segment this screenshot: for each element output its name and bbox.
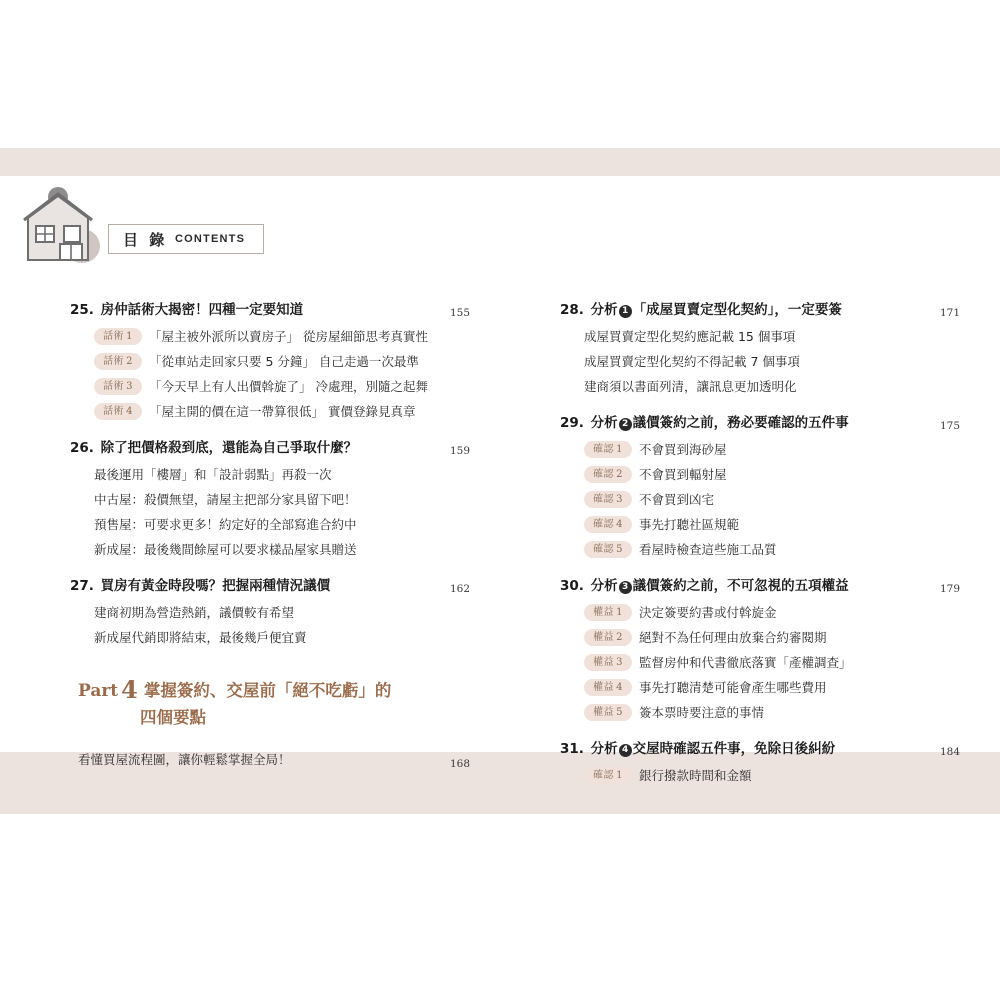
sub-entry-text: 不會買到凶宅 bbox=[639, 492, 715, 507]
toc-title-cjk: 目 錄 bbox=[123, 231, 168, 249]
chapter-title: 買房有黃金時段嗎？把握兩種情況議價 bbox=[100, 578, 331, 594]
chapter-prefix: 分析 bbox=[590, 741, 618, 757]
circled-number-icon: 4 bbox=[619, 744, 632, 757]
sub-entry[interactable] bbox=[70, 512, 470, 537]
sub-entry[interactable] bbox=[70, 399, 470, 424]
chapter-title: 議價簽約之前，務必要確認的五件事 bbox=[632, 415, 849, 431]
chapter-number: 29. bbox=[560, 415, 584, 431]
plain-entry-text: 看懂買屋流程圖，讓你輕鬆掌握全局！ bbox=[78, 752, 291, 767]
chapter-number: 26. bbox=[70, 440, 94, 456]
page-header bbox=[0, 176, 1000, 266]
badge-tag: 權益 4 bbox=[584, 679, 632, 696]
badge-tag: 權益 2 bbox=[584, 629, 632, 646]
badge-tag: 話術 4 bbox=[94, 403, 142, 420]
toc-entry bbox=[560, 576, 960, 725]
sub-entry[interactable] bbox=[560, 537, 960, 562]
circled-number-icon: 2 bbox=[619, 418, 632, 431]
chapter-heading[interactable] bbox=[70, 300, 470, 320]
chapter-prefix: 分析 bbox=[590, 578, 618, 594]
sub-entry[interactable] bbox=[560, 650, 960, 675]
chapter-number: 30. bbox=[560, 578, 584, 594]
chapter-title: 房仲話術大揭密！四種一定要知道 bbox=[100, 302, 304, 318]
chapter-title: 「成屋買賣定型化契約」，一定要簽 bbox=[632, 302, 842, 318]
sub-entry-text: 建商須以書面列清，讓訊息更加透明化 bbox=[584, 379, 797, 394]
chapter-heading[interactable] bbox=[70, 576, 470, 596]
chapter-heading[interactable] bbox=[70, 438, 470, 458]
sub-entry[interactable] bbox=[70, 600, 470, 625]
chapter-title: 議價簽約之前，不可忽視的五項權益 bbox=[632, 578, 849, 594]
chapter-prefix: 分析 bbox=[590, 415, 618, 431]
sub-entry[interactable] bbox=[560, 763, 960, 788]
circled-number-icon: 3 bbox=[619, 581, 632, 594]
sub-entry-text: 成屋買賣定型化契約不得記載 7 個事項 bbox=[584, 354, 800, 369]
sub-entry-text: 絕對不為任何理由放棄合約審閱期 bbox=[639, 630, 827, 645]
sub-entry-text: 銀行撥款時間和金額 bbox=[639, 768, 752, 783]
chapter-title: 交屋時確認五件事，免除日後糾紛 bbox=[632, 741, 836, 757]
toc-entry bbox=[70, 576, 470, 650]
chapter-number: 25. bbox=[70, 302, 94, 318]
sub-entry[interactable] bbox=[560, 349, 960, 374]
toc-entry bbox=[70, 438, 470, 562]
sub-entry[interactable] bbox=[560, 675, 960, 700]
part-title-line2: 四個要點 bbox=[140, 708, 206, 727]
page-number: 179 bbox=[939, 583, 960, 595]
chapter-prefix: 分析 bbox=[590, 302, 618, 318]
part-title-line1: 掌握簽約、交屋前「絕不吃虧」的 bbox=[143, 681, 392, 700]
toc-entry bbox=[560, 739, 960, 788]
sub-entry[interactable] bbox=[70, 324, 470, 349]
toc-right-column bbox=[560, 286, 960, 792]
sub-entry-text: 不會買到海砂屋 bbox=[639, 442, 727, 457]
sub-entry[interactable] bbox=[560, 487, 960, 512]
sub-entry-text: 預售屋：可要求更多！約定好的全部寫進合約中 bbox=[94, 517, 357, 532]
badge-tag: 權益 3 bbox=[584, 654, 632, 671]
toc-entry bbox=[560, 300, 960, 399]
sub-entry-text: 建商初期為營造熱銷，議價較有希望 bbox=[94, 605, 295, 620]
toc-entry bbox=[560, 413, 960, 562]
sub-entry[interactable] bbox=[560, 512, 960, 537]
chapter-title: 除了把價格殺到底，還能為自己爭取什麼？ bbox=[100, 440, 358, 456]
sub-entry-text: 「屋主被外派所以賣房子」 從房屋細節思考真實性 bbox=[149, 329, 428, 344]
badge-tag: 確認 4 bbox=[584, 516, 632, 533]
sub-entry-text: 「屋主開的價在這一帶算很低」 實價登錄見真章 bbox=[149, 404, 416, 419]
page-number: 184 bbox=[939, 746, 960, 758]
sub-entry[interactable] bbox=[70, 625, 470, 650]
chapter-heading[interactable] bbox=[560, 413, 960, 433]
sub-entry-text: 最後運用「樓層」和「設計弱點」再殺一次 bbox=[94, 467, 332, 482]
part-heading bbox=[70, 676, 470, 731]
sub-entry[interactable] bbox=[70, 487, 470, 512]
chapter-number: 28. bbox=[560, 302, 584, 318]
sub-entry-text: 決定簽要約書或付斡旋金 bbox=[639, 605, 777, 620]
badge-tag: 確認 1 bbox=[584, 767, 632, 784]
badge-tag: 確認 1 bbox=[584, 441, 632, 458]
badge-tag: 話術 2 bbox=[94, 353, 142, 370]
sub-entry-text: 事先打聽社區規範 bbox=[639, 517, 740, 532]
toc-title-en: CONTENTS bbox=[175, 233, 246, 245]
page-number: 175 bbox=[939, 420, 960, 432]
sub-entry[interactable] bbox=[560, 324, 960, 349]
badge-tag: 確認 3 bbox=[584, 491, 632, 508]
sub-entry-text: 新成屋：最後幾間餘屋可以要求樣品屋家具贈送 bbox=[94, 542, 357, 557]
sub-entry[interactable] bbox=[560, 374, 960, 399]
page-number: 155 bbox=[449, 307, 470, 319]
badge-tag: 話術 3 bbox=[94, 378, 142, 395]
page-number: 171 bbox=[939, 307, 960, 319]
sub-entry[interactable] bbox=[560, 700, 960, 725]
sub-entry-text: 不會買到輻射屋 bbox=[639, 467, 727, 482]
toc-plain-entry[interactable] bbox=[70, 749, 470, 771]
sub-entry-text: 中古屋：殺價無望，請屋主把部分家具留下吧！ bbox=[94, 492, 357, 507]
toc-left-column bbox=[70, 286, 470, 771]
badge-tag: 話術 1 bbox=[94, 328, 142, 345]
sub-entry-text: 監督房仲和代書徹底落實「產權調查」 bbox=[639, 655, 852, 670]
sub-entry-text: 成屋買賣定型化契約應記載 15 個事項 bbox=[584, 329, 796, 344]
chapter-heading[interactable] bbox=[560, 300, 960, 320]
badge-tag: 權益 1 bbox=[584, 604, 632, 621]
chapter-heading[interactable] bbox=[560, 739, 960, 759]
badge-tag: 確認 5 bbox=[584, 541, 632, 558]
part-label: Part bbox=[78, 681, 119, 701]
sub-entry[interactable] bbox=[560, 600, 960, 625]
page-content bbox=[0, 176, 1000, 783]
badge-tag: 確認 2 bbox=[584, 466, 632, 483]
sub-entry[interactable] bbox=[70, 462, 470, 487]
sub-entry[interactable] bbox=[560, 462, 960, 487]
sub-entry-text: 看屋時檢查這些施工品質 bbox=[639, 542, 777, 557]
chapter-number: 27. bbox=[70, 578, 94, 594]
sub-entry[interactable] bbox=[70, 349, 470, 374]
chapter-number: 31. bbox=[560, 741, 584, 757]
sub-entry[interactable] bbox=[70, 537, 470, 562]
sub-entry-text: 「從車站走回家只要 5 分鐘」 自己走過一次最準 bbox=[149, 354, 419, 369]
page-number: 168 bbox=[449, 758, 470, 770]
toc-entry bbox=[70, 300, 470, 424]
sub-entry-text: 簽本票時要注意的事情 bbox=[639, 705, 765, 720]
sub-entry-text: 事先打聽清楚可能會產生哪些費用 bbox=[639, 680, 827, 695]
house-icon bbox=[22, 184, 108, 266]
part-number: 4 bbox=[121, 675, 138, 704]
toc-title-box bbox=[108, 224, 264, 254]
page-number: 162 bbox=[449, 583, 470, 595]
chapter-heading[interactable] bbox=[560, 576, 960, 596]
circled-number-icon: 1 bbox=[619, 305, 632, 318]
sub-entry[interactable] bbox=[560, 437, 960, 462]
page-number: 159 bbox=[449, 445, 470, 457]
sub-entry-text: 「今天早上有人出價斡旋了」 冷處理，別隨之起舞 bbox=[149, 379, 428, 394]
sub-entry[interactable] bbox=[560, 625, 960, 650]
sub-entry[interactable] bbox=[70, 374, 470, 399]
page-band bbox=[0, 148, 1000, 814]
sub-entry-text: 新成屋代銷即將結束，最後幾戶便宜賣 bbox=[94, 630, 307, 645]
badge-tag: 權益 5 bbox=[584, 704, 632, 721]
